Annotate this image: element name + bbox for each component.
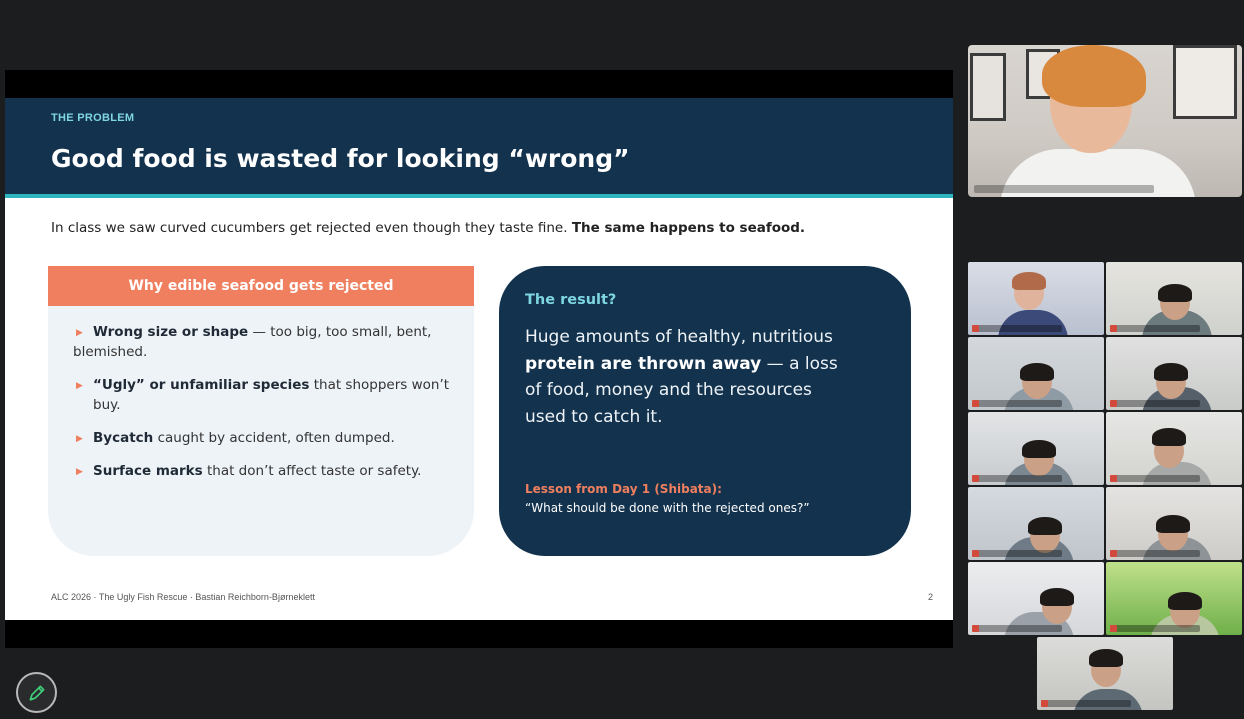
- participant-tile[interactable]: [1106, 562, 1242, 635]
- participant-name-bar: [1110, 325, 1200, 332]
- participant-name-bar: [1110, 400, 1200, 407]
- result-card: [499, 266, 911, 556]
- slide-header: [5, 98, 953, 198]
- participant-tile[interactable]: [1106, 337, 1242, 410]
- item-text: caught by accident, often dumped.: [153, 430, 395, 446]
- item-text: — too big, too small, bent,: [248, 324, 432, 340]
- participant-name-bar: [1110, 475, 1200, 482]
- rejection-reasons-card: [48, 266, 474, 556]
- triangle-bullet-icon: ▶: [76, 467, 83, 477]
- pen-icon: [27, 683, 47, 703]
- slide-eyebrow: THE PROBLEM: [51, 112, 135, 124]
- list-item: [73, 322, 450, 362]
- triangle-bullet-icon: ▶: [76, 434, 83, 444]
- slide-footer: ALC 2026 · The Ugly Fish Rescue · Bastian Reichborn-Bjørneklett: [51, 592, 315, 602]
- speaker-hair: [1042, 45, 1146, 107]
- participant-tile[interactable]: [968, 412, 1104, 485]
- participant-name-bar: [972, 475, 1062, 482]
- result-body-text: Huge amounts of healthy, nutritious: [525, 327, 833, 347]
- annotate-button[interactable]: [16, 672, 57, 713]
- muted-mic-icon: [1110, 550, 1117, 557]
- item-bold: Wrong size or shape: [93, 324, 249, 340]
- shared-screen: [5, 70, 953, 648]
- list-item: [73, 428, 450, 448]
- muted-mic-icon: [972, 550, 979, 557]
- participant-tile[interactable]: [968, 562, 1104, 635]
- lesson-quote: “What should be done with the rejected ones?”: [525, 501, 810, 515]
- muted-mic-icon: [972, 325, 979, 332]
- participant-tile[interactable]: [968, 262, 1104, 335]
- participant-name-bar: [974, 185, 1154, 193]
- muted-mic-icon: [972, 475, 979, 482]
- muted-mic-icon: [972, 400, 979, 407]
- reasons-list: [48, 306, 474, 481]
- header-accent-line: [5, 194, 953, 198]
- lesson-label: Lesson from Day 1 (Shibata):: [525, 482, 722, 496]
- result-label: The result?: [525, 292, 617, 308]
- muted-mic-icon: [1110, 400, 1117, 407]
- intro-text: In class we saw curved cucumbers get rejected even though they taste fine.: [51, 220, 568, 236]
- slide-page-number: 2: [927, 592, 933, 602]
- slide-title: Good food is wasted for looking “wrong”: [51, 144, 630, 173]
- result-body-bold: protein are thrown away: [525, 353, 762, 374]
- item-bold: Bycatch: [93, 430, 154, 446]
- participant-tile[interactable]: [1037, 637, 1173, 710]
- wall-frame: [1173, 45, 1237, 119]
- muted-mic-icon: [972, 625, 979, 632]
- item-text: that don’t affect taste or safety.: [202, 463, 422, 479]
- participant-name-bar: [1041, 700, 1131, 707]
- participant-tile[interactable]: [968, 487, 1104, 560]
- card-heading: Why edible seafood gets rejected: [48, 266, 474, 306]
- list-item: [73, 375, 450, 415]
- item-text-continued: blemished.: [73, 344, 148, 360]
- wall-frame: [970, 53, 1006, 121]
- item-bold: “Ugly” or unfamiliar species: [93, 377, 310, 393]
- muted-mic-icon: [1110, 475, 1117, 482]
- participant-name-bar: [972, 325, 1062, 332]
- result-body: [525, 324, 855, 430]
- muted-mic-icon: [1110, 325, 1117, 332]
- participant-tile[interactable]: [1106, 487, 1242, 560]
- triangle-bullet-icon: ▶: [76, 328, 83, 338]
- participant-name-bar: [1110, 625, 1200, 632]
- item-bold: Surface marks: [93, 463, 203, 479]
- slide-intro: [51, 220, 805, 236]
- participant-gallery: [968, 262, 1244, 719]
- triangle-bullet-icon: ▶: [76, 381, 83, 391]
- muted-mic-icon: [1041, 700, 1048, 707]
- result-body-text-2: — a loss of food, money and the resources used to catch it.: [525, 353, 838, 427]
- muted-mic-icon: [1110, 625, 1117, 632]
- speaker-video[interactable]: [968, 45, 1242, 197]
- list-item: [73, 461, 450, 481]
- participant-tile[interactable]: [1106, 412, 1242, 485]
- participant-name-bar: [972, 625, 1062, 632]
- participant-name-bar: [972, 550, 1062, 557]
- intro-bold: The same happens to seafood.: [571, 220, 806, 236]
- participant-name-bar: [972, 400, 1062, 407]
- item-text: that shoppers won’t buy.: [93, 377, 450, 413]
- participant-tile[interactable]: [968, 337, 1104, 410]
- participant-tile[interactable]: [1106, 262, 1242, 335]
- presentation-slide: [5, 98, 953, 620]
- participant-name-bar: [1110, 550, 1200, 557]
